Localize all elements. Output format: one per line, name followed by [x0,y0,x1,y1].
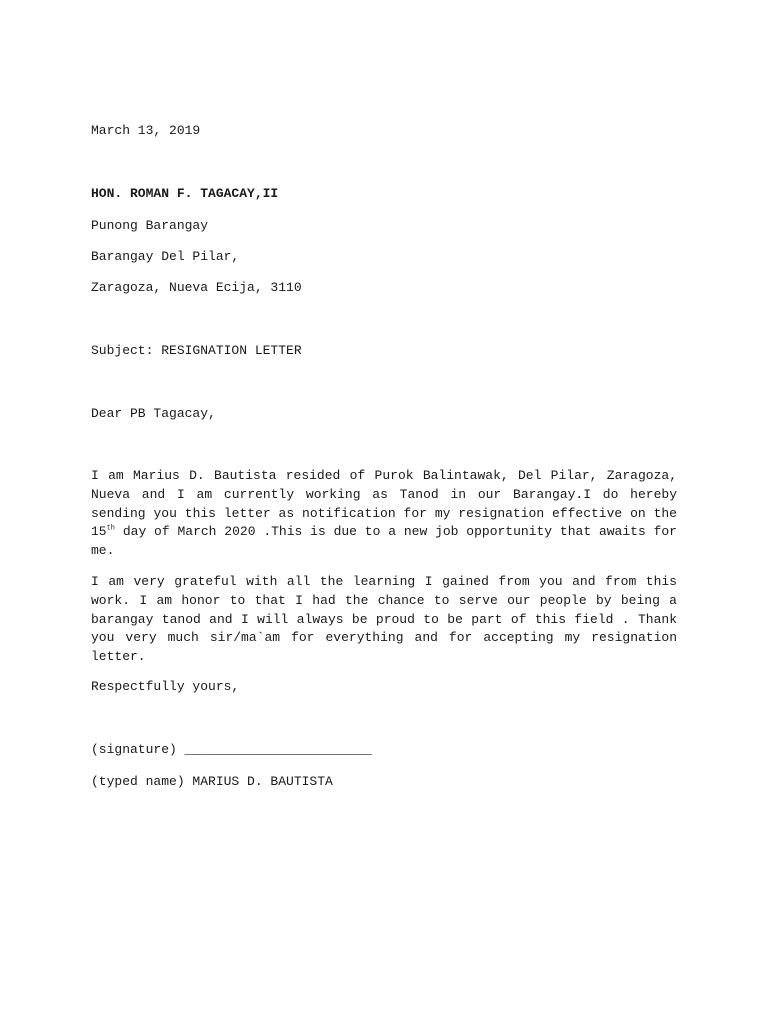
subject-line: Subject: RESIGNATION LETTER [91,343,302,358]
body-paragraph-1-part1: I am Marius D. Bautista resided of Purok Balintawak, Del Pilar, Zaragoza, Nueva and I am currently working as Tanod in our Barangay.I do hereby sending you this letter as notification for my resignation effective on the 15 [91,468,677,540]
recipient-title: Punong Barangay [91,218,209,233]
letter-date: March 13, 2019 [91,123,201,138]
body-paragraph-2: I am very grateful with all the learning I gained from you and from this work. I am honor to that I had the chance to serve our people by being a barangay tanod and I will always be proud to be part of this field . Thank you very much sir/ma`am for everything and for accepting my resignation letter. [91,574,677,665]
recipient-name: HON. ROMAN F. TAGACAY,II [91,186,279,201]
typed-name-line: (typed name) MARIUS D. BAUTISTA [91,774,333,789]
signature-line: (signature) ________________________ [91,742,372,757]
closing: Respectfully yours, [91,679,240,694]
recipient-address-line1: Barangay Del Pilar, [91,249,240,264]
body-paragraph-1 [91,467,677,561]
body-paragraph-1-part2: day of March 2020 .This is due to a new job opportunity that awaits for me. [91,524,677,559]
ordinal-suffix: th [106,525,116,534]
salutation: Dear PB Tagacay, [91,406,216,421]
recipient-address-line2: Zaragoza, Nueva Ecija, 3110 [91,280,302,295]
